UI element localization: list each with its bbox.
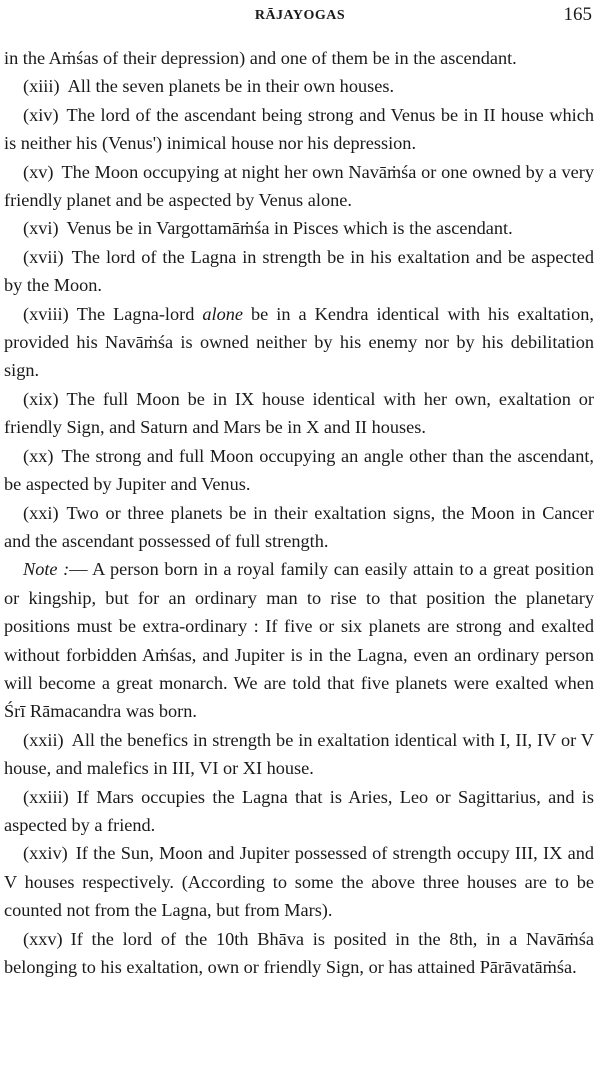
rule-text: Venus be in Vargottamāṁśa in Pisces which is the ascendant.: [66, 218, 513, 239]
rule-xxiii: [4, 783, 594, 840]
note-label: Note :: [23, 559, 70, 580]
rule-text: The strong and full Moon occupying an angle other than the ascendant, be aspected by Jupiter and Venus.: [4, 445, 594, 495]
page-number: 165: [563, 4, 592, 25]
rule-number: (xix): [23, 388, 59, 409]
rule-xxv: [4, 925, 594, 982]
running-title: RĀJAYOGAS: [254, 8, 346, 23]
note-paragraph: [4, 555, 594, 725]
rule-number: (xiv): [23, 104, 59, 125]
rule-number: (xv): [23, 161, 54, 182]
note-text: — A person born in a royal family can easily attain to a great position or kingship, but for an ordinary man to rise to that position the planetary positions must be extra-ordinary : If five or six planets are strong and exalted without forbidden Aṁśas, and Jupiter is in the Lagna, even an ordinary person will become a great monarch. We are told that five planets were exalted when Śrī Rāmacandra was born.: [4, 559, 595, 722]
page-body: [4, 44, 594, 981]
rule-number: (xx): [23, 445, 54, 466]
rule-text-before: The Lagna-lord: [76, 303, 203, 324]
rule-number: (xiii): [23, 76, 60, 97]
page-header: [0, 4, 600, 26]
paragraph-continuation: [4, 44, 594, 72]
rule-xx: [4, 442, 594, 499]
rule-text: The lord of the Lagna in strength be in his exaltation and be aspected by the Moon.: [4, 246, 594, 296]
rule-text-after: be in a Kendra identical with his exaltation, provided his Navāṁśa is owned neither by his enemy nor by his debilitation sign.: [4, 303, 594, 381]
rule-text: The lord of the ascendant being strong and Venus be in II house which is neither his (Venus') inimical house nor his depression.: [4, 104, 594, 154]
rule-text: The full Moon be in IX house identical with her own, exaltation or friendly Sign, and Saturn and Mars be in X and II houses.: [4, 388, 594, 438]
rule-xviii: [4, 300, 594, 385]
rule-number: (xxii): [23, 729, 64, 750]
rule-xxii: [4, 726, 594, 783]
rule-xiv: [4, 101, 594, 158]
rule-xiii: [4, 72, 594, 100]
rule-number: (xxv): [23, 928, 63, 949]
rule-number: (xxiv): [23, 843, 68, 864]
rule-xix: [4, 385, 594, 442]
rule-number: (xvi): [23, 218, 59, 239]
rule-text: All the benefics in strength be in exaltation identical with I, II, IV or V house, and malefics in III, VI or XI house.: [4, 729, 594, 779]
rule-number: (xxi): [23, 502, 59, 523]
rule-xxi: [4, 499, 594, 556]
rule-xvii: [4, 243, 594, 300]
rule-text: Two or three planets be in their exaltation signs, the Moon in Cancer and the ascendant possessed of full strength.: [4, 502, 594, 551]
rule-text: If the Sun, Moon and Jupiter possessed of strength occupy III, IX and V houses respectively. (According to some the above three houses are to be counted not from the Lagna, but from Mars).: [4, 843, 594, 921]
rule-number: (xxiii): [23, 786, 69, 807]
rule-xvi: [4, 214, 594, 242]
rule-emphasis: alone: [202, 303, 244, 324]
rule-text: If the lord of the 10th Bhāva is posited in the 8th, in a Navāṁśa belonging to his exaltation, own or friendly Sign, or has attained Pārāvatāṁśa.: [4, 928, 594, 977]
rule-xxiv: [4, 839, 594, 924]
rule-number: (xvii): [23, 246, 64, 267]
rule-number: (xviii): [23, 303, 69, 324]
rule-text: If Mars occupies the Lagna that is Aries, Leo or Sagittarius, and is aspected by a friend.: [4, 786, 594, 835]
paragraph-text: in the Aṁśas of their depression) and one of them be in the ascendant.: [4, 48, 517, 68]
rule-text: All the seven planets be in their own houses.: [67, 76, 395, 97]
rule-text: The Moon occupying at night her own Navāṁśa or one owned by a very friendly planet and be aspected by Venus alone.: [4, 161, 594, 211]
rule-xv: [4, 158, 594, 215]
